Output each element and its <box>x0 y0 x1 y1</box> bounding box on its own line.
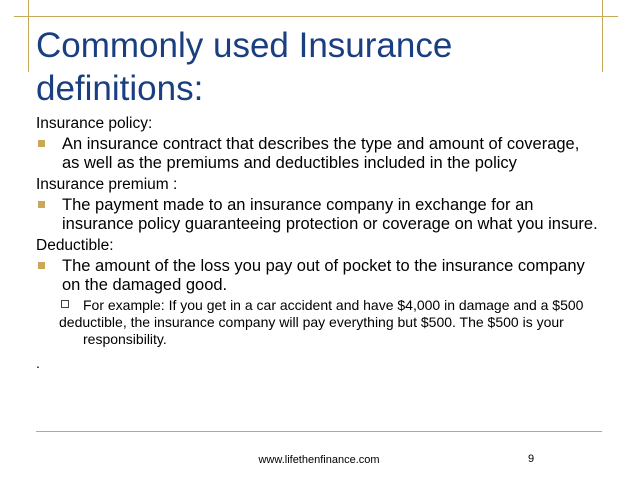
example-text: For example: If you get in a car accident and have $4,000 in damage and a $500 <box>83 297 584 313</box>
example-continued-text: deductible, the insurance company will pay everything but $500. The $500 is your responsibility. <box>59 314 564 347</box>
square-bullet-icon <box>36 196 62 234</box>
slide-body <box>36 114 601 373</box>
definition-insurance-policy: An insurance contract that describes the type and amount of coverage, as well as the premiums and deductibles included in the policy <box>62 135 580 172</box>
footer-url: www.lifethenfinance.com <box>258 454 380 466</box>
frame-top-line <box>14 16 618 17</box>
definition-insurance-premium: The payment made to an insurance company in exchange for an insurance policy guaranteeing protection or coverage on what you insure. <box>62 196 598 233</box>
hollow-square-bullet-icon <box>59 297 83 314</box>
definition-deductible: The amount of the loss you pay out of pocket to the insurance company on the damaged good. <box>62 257 585 294</box>
bullet-insurance-policy <box>36 135 601 173</box>
bullet-insurance-premium <box>36 196 601 234</box>
page-number: 9 <box>528 453 535 465</box>
frame-right-line <box>602 0 603 72</box>
square-bullet-icon <box>36 135 62 173</box>
trailing-period: . <box>36 355 40 371</box>
example-bullet <box>59 297 601 314</box>
slide-title: Commonly used Insurance definitions: <box>36 26 453 108</box>
frame-left-line <box>28 0 29 72</box>
bullet-deductible <box>36 257 601 295</box>
term-insurance-premium: Insurance premium : <box>36 176 178 193</box>
term-deductible: Deductible: <box>36 237 114 254</box>
square-bullet-icon <box>36 257 62 295</box>
frame-bottom-line <box>36 431 602 432</box>
term-insurance-policy: Insurance policy: <box>36 115 153 132</box>
